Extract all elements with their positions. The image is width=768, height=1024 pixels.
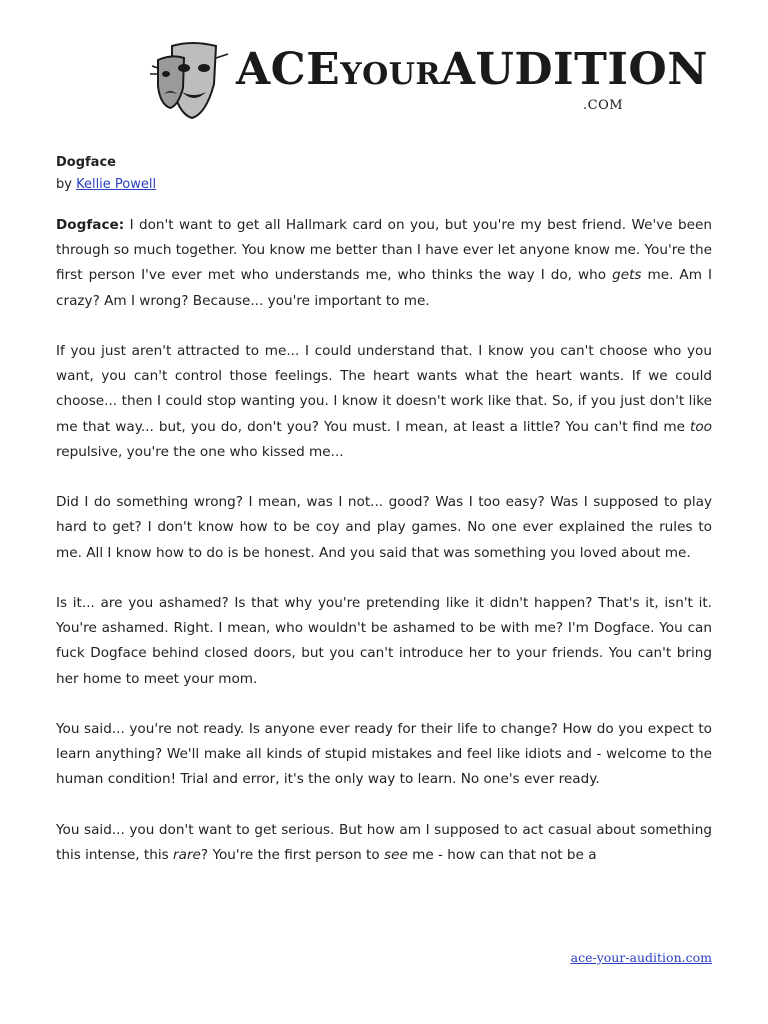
byline-prefix: by — [56, 177, 77, 192]
logo-audition: AUDITION — [440, 44, 708, 95]
speaker-name: Dogface: — [56, 217, 125, 233]
logo-ace: ACE — [236, 44, 341, 95]
paragraph-text: If you just aren't attracted to me... I could understand that. I know you can't choose who you want, you can't control those feelings. The heart wants what the heart wants. If we could choose... then I could stop wanting you. I know it doesn't work like that. So, if you just don't like me that way... but, you do, don't you? You must. I mean, at least a little? You can't find me — [56, 343, 712, 435]
paragraph-1 — [56, 213, 712, 314]
paragraph-text: ? You're the first person to — [200, 847, 384, 863]
author-link[interactable]: Kellie Powell — [76, 177, 157, 192]
paragraph-text: Is it... are you ashamed? Is that why you're pretending like it didn't happen? That's it, isn't it. You're ashamed. Right. I mean, who wouldn't be ashamed to be with me? I'm Dogface. You can fuck Dogface behind closed doors, but you can't introduce her to your friends. You can't bring her home to meet your mom. — [56, 595, 712, 687]
paragraph-text: You said... you're not ready. Is anyone ever ready for their life to change? How do you expect to learn anything? We'll make all kinds of stupid mistakes and feel like idiots and - welcome to the human condition! Trial and error, it's the only way to learn. No one's ever ready. — [56, 721, 712, 788]
monologue-content — [56, 152, 712, 893]
paragraph-3 — [56, 490, 712, 566]
footer-site-link[interactable]: ace-your-audition.com — [570, 950, 712, 965]
paragraph-text: You said... you don't want to get serious. But how am I supposed to act casual about something this intense, this — [56, 821, 712, 863]
emphasis-text: rare — [173, 847, 201, 863]
paragraph-text: Did I do something wrong? I mean, was I not... good? Was I too easy? Was I supposed to play hard to get? I don't know how to be coy and play games. No one ever explained the rules to me. All I know how to do is be honest. And you said that was something you loved about me. — [56, 494, 712, 561]
paragraph-5 — [56, 717, 712, 793]
emphasis-text: gets — [612, 267, 642, 284]
paragraph-6 — [56, 818, 712, 868]
paragraph-4 — [56, 591, 712, 692]
logo-wordmark — [236, 44, 708, 95]
emphasis-text: too — [690, 418, 712, 435]
byline — [56, 174, 712, 196]
paragraph-text: I don't want to get all Hallmark card on you, but you're my best friend. We've been through so much together. You know me better than I have ever let anyone know me. You're the first person I've ever met who understands me, who thinks the way I do, who — [56, 217, 712, 284]
paragraph-text: me - how can that not be a — [407, 847, 597, 863]
emphasis-text: see — [384, 847, 408, 863]
logo-com: .COM — [583, 98, 624, 113]
site-logo[interactable] — [150, 38, 708, 122]
monologue-title: Dogface — [56, 155, 116, 170]
paragraph-text: repulsive, you're the one who kissed me... — [56, 443, 344, 460]
theater-masks-icon — [150, 38, 240, 122]
logo-your: YOUR — [340, 57, 441, 92]
paragraph-text: me. Am I crazy? Am I wrong? Because... you're important to me. — [56, 267, 712, 309]
paragraph-2 — [56, 339, 712, 465]
